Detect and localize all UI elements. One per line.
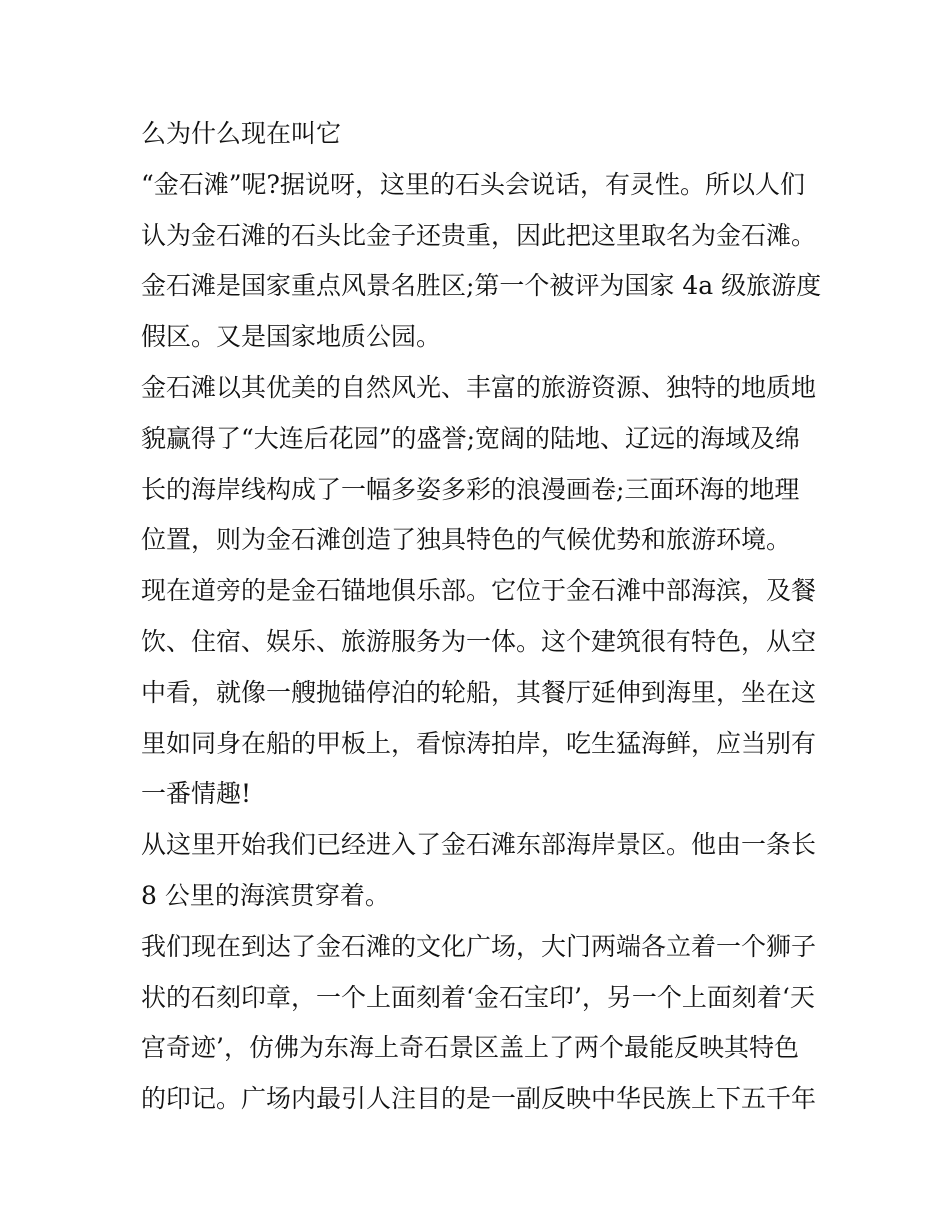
text-line: 么为什么现在叫它 (141, 119, 342, 148)
text-line: 假区。又是国家地质公园。 (141, 322, 442, 352)
text-line: 一番情趣! (141, 779, 252, 809)
body-text (141, 109, 821, 1125)
text-line: 认为金石滩的石头比金子还贵重，因此把这里取名为金石滩。 (141, 220, 817, 250)
text-line: 中看，就像一艘抛锚停泊的轮船，其餐厅延伸到海里，坐在这 (141, 677, 817, 707)
text-line: 现在道旁的是金石锚地俱乐部。它位于金石滩中部海滨，及餐 (141, 576, 817, 606)
text-line: 金石滩是国家重点风景名胜区;第一个被评为国家 4a 级旅游度 (141, 271, 822, 301)
text-line: 长的海岸线构成了一幅多姿多彩的浪漫画卷;三面环海的地理 (141, 474, 800, 504)
text-line: 我们现在到达了金石滩的文化广场，大门两端各立着一个狮子 (141, 931, 817, 961)
text-line: 从这里开始我们已经进入了金石滩东部海岸景区。他由一条长 (141, 830, 817, 860)
text-line: 里如同身在船的甲板上，看惊涛拍岸，吃生猛海鲜，应当别有 (141, 728, 817, 758)
text-line: 位置，则为金石滩创造了独具特色的气候优势和旅游环境。 (141, 525, 792, 555)
text-line: 金石滩以其优美的自然风光、丰富的旅游资源、独特的地质地 (141, 372, 817, 402)
text-line: 貌赢得了“大连后花园”的盛誉;宽阔的陆地、辽远的海域及绵 (141, 423, 800, 453)
text-line: 饮、住宿、娱乐、旅游服务为一体。这个建筑很有特色，从空 (141, 626, 817, 656)
text-line: 的印记。广场内最引人注目的是一副反映中华民族上下五千年 (141, 1084, 817, 1114)
text-line: 宫奇迹’，仿佛为东海上奇石景区盖上了两个最能反映其特色 (141, 1033, 799, 1063)
text-line: “金石滩”呢?据说呀，这里的石头会说话，有灵性。所以人们 (141, 169, 805, 199)
text-line: 8 公里的海滨贯穿着。 (141, 880, 390, 910)
text-line: 状的石刻印章，一个上面刻着‘金石宝印’，另一个上面刻着‘天 (141, 982, 815, 1012)
